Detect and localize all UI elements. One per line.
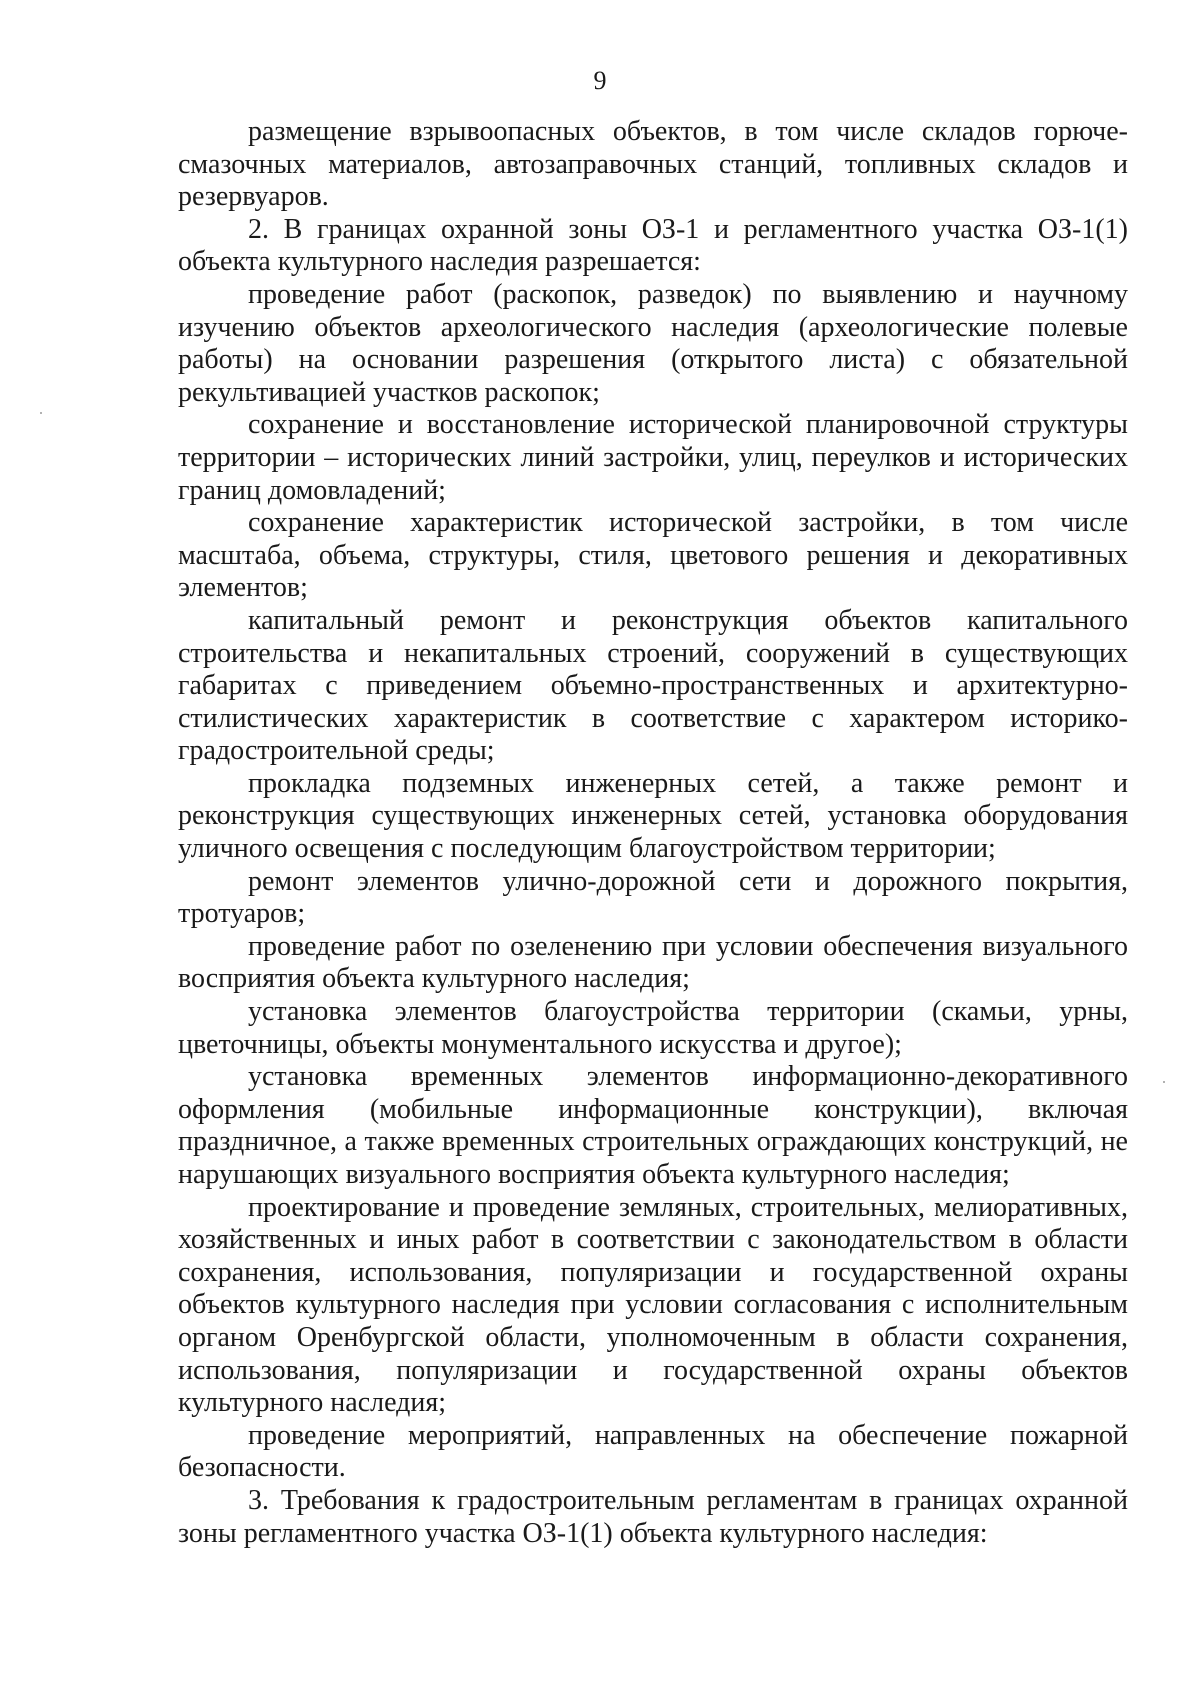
paragraph: капитальный ремонт и реконструкция объектов капитального строительства и некапитальных строений, сооружений в существующих габаритах с приведением объемно-пространственных и архитектурно-стилистических характеристик в соответствие с характером историко-градостроительной среды;: [178, 604, 1128, 767]
scan-artifact-mark: [1163, 1081, 1165, 1083]
paragraph: сохранение характеристик исторической застройки, в том числе масштаба, объема, структуры, стиля, цветового решения и декоративных элементов;: [178, 507, 1128, 604]
paragraph: прокладка подземных инженерных сетей, а также ремонт и реконструкция существующих инженерных сетей, установка оборудования уличного освещения с последующим благоустройством территории;: [178, 767, 1128, 865]
paragraph: проведение мероприятий, направленных на обеспечение пожарной безопасности.: [178, 1419, 1128, 1484]
document-body: [178, 116, 1128, 1550]
paragraph: установка временных элементов информационно-декоративного оформления (мобильные информационные конструкции), включая праздничное, а также временных строительных ограждающих конструкций, не нарушающих визуального восприятия объекта культурного наследия;: [178, 1061, 1128, 1190]
page-number: 9: [593, 66, 607, 95]
paragraph: 2. В границах охранной зоны ОЗ-1 и регламентного участка ОЗ-1(1) объекта культурного наследия разрешается:: [178, 213, 1128, 278]
paragraph: размещение взрывоопасных объектов, в том числе складов горюче-смазочных материалов, автозаправочных станций, топливных складов и резервуаров.: [178, 116, 1128, 213]
paragraph: сохранение и восстановление исторической планировочной структуры территории – исторических линий застройки, улиц, переулков и исторических границ домовладений;: [178, 409, 1128, 506]
paragraph: ремонт элементов улично-дорожной сети и дорожного покрытия, тротуаров;: [178, 865, 1128, 930]
paragraph: проведение работ (раскопок, разведок) по выявлению и научному изучению объектов археологического наследия (археологические полевые работы) на основании разрешения (открытого листа) с обязательной рекультивацией участков раскопок;: [178, 278, 1128, 408]
scan-artifact-mark: [40, 412, 42, 414]
paragraph: установка элементов благоустройства территории (скамьи, урны, цветочницы, объекты монументального искусства и другое);: [178, 996, 1128, 1060]
paragraph: проектирование и проведение земляных, строительных, мелиоративных, хозяйственных и иных работ в соответствии с законодательством в области сохранения, использования, популяризации и государственной охраны объектов культурного наследия при условии согласования с исполнительным органом Оренбургской области, уполномоченным в области сохранения, использования, популяризации и государственной охраны объектов культурного наследия;: [178, 1191, 1128, 1419]
paragraph: проведение работ по озеленению при условии обеспечения визуального восприятия объекта культурного наследия;: [178, 930, 1128, 995]
paragraph: 3. Требования к градостроительным регламентам в границах охранной зоны регламентного участка ОЗ-1(1) объекта культурного наследия:: [178, 1484, 1128, 1549]
